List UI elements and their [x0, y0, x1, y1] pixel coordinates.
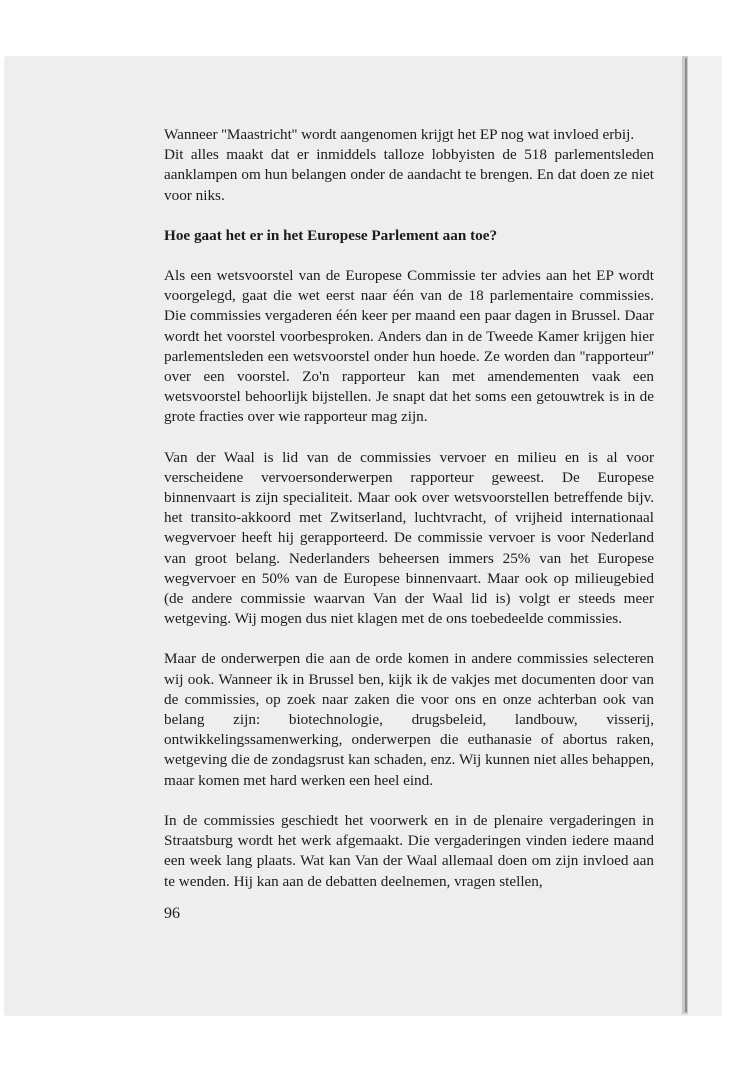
paragraph-maastricht: Wanneer ''Maastricht'' wordt aangenomen krijgt het EP nog wat invloed erbij. — [164, 126, 635, 143]
paragraph-onderwerpen: Maar de onderwerpen die aan de orde komen in andere commissies selecteren wij ook. Wanneer ik in Brussel ben, kijk ik de vakjes met documenten door van de commissies, op zoek naar zaken die voor ons en onze achterban ook van belang zijn: biotechnologie, drugsbeleid, landbouw, visserij, ontwikkelingssamenwerking, onderwerpen die euthanasie of abortus raken, wetgeving die de zondagsrust kan schaden, enz. Wij kunnen niet alles behappen, maar komen met hard werken een heel eind. — [164, 650, 654, 789]
section-heading: Hoe gaat het er in het Europese Parlement aan toe? — [164, 226, 498, 244]
page-fold-line — [685, 58, 687, 1012]
paragraph-plenaire: In de commissies geschiedt het voorwerk en in de plenaire vergaderingen in Straatsburg wordt het werk afgemaakt. Die vergaderingen vinden iedere maand een week lang plaats. Wat kan Van der Waal allemaal doen om zijn invloed aan te wenden. Hij kan aan de debatten deelnemen, vragen stellen, — [164, 811, 654, 890]
paragraph-lobbyisten: Dit alles maakt dat er inmiddels talloze lobbyisten de 518 parlementsleden aanklampen om hun belangen onder de aandacht te brengen. En dat doen ze niet voor niks. — [164, 146, 654, 204]
page-number: 96 — [164, 905, 180, 922]
body-text — [164, 125, 654, 892]
page-right-margin — [688, 56, 722, 1016]
paragraph-commissies: Van der Waal is lid van de commissies vervoer en milieu en is al voor verscheidene vervoersonderwerpen rapporteur geweest. De Europese binnenvaart is zijn specialiteit. Maar ook over wetsvoorstellen betreffende bijv. het transito-akkoord met Zwitserland, luchtvracht, of vrijheid internationaal wegvervoer heeft hij gerapporteerd. De commissie vervoer is voor Nederland van groot belang. Nederlanders beheersen immers 25% van het Europese wegvervoer en 50% van de Europese binnenvaart. Maar ook op milieugebied (de andere commissie waarvan Van der Waal lid is) volgt er steeds meer wetgeving. Wij mogen dus niet klagen met de ons toebedeelde commissies. — [164, 448, 654, 628]
paragraph-wetsvoorstel: Als een wetsvoorstel van de Europese Commissie ter advies aan het EP wordt voorgelegd, gaat die wet eerst naar één van de 18 parlementaire commissies. Die commissies vergaderen één keer per maand een paar dagen in Brussel. Daar wordt het voorstel voorbesproken. Anders dan in de Tweede Kamer krijgen hier parlementsleden een wetsvoorstel onder hun hoede. Ze worden dan ''rapporteur'' over een voorstel. Zo'n rapporteur kan met amendementen vaak een wetsvoorstel behoorlijk bijstellen. Je snapt dat het soms een getouwtrek is in de grote fracties over wie rapporteur mag zijn. — [164, 267, 654, 426]
